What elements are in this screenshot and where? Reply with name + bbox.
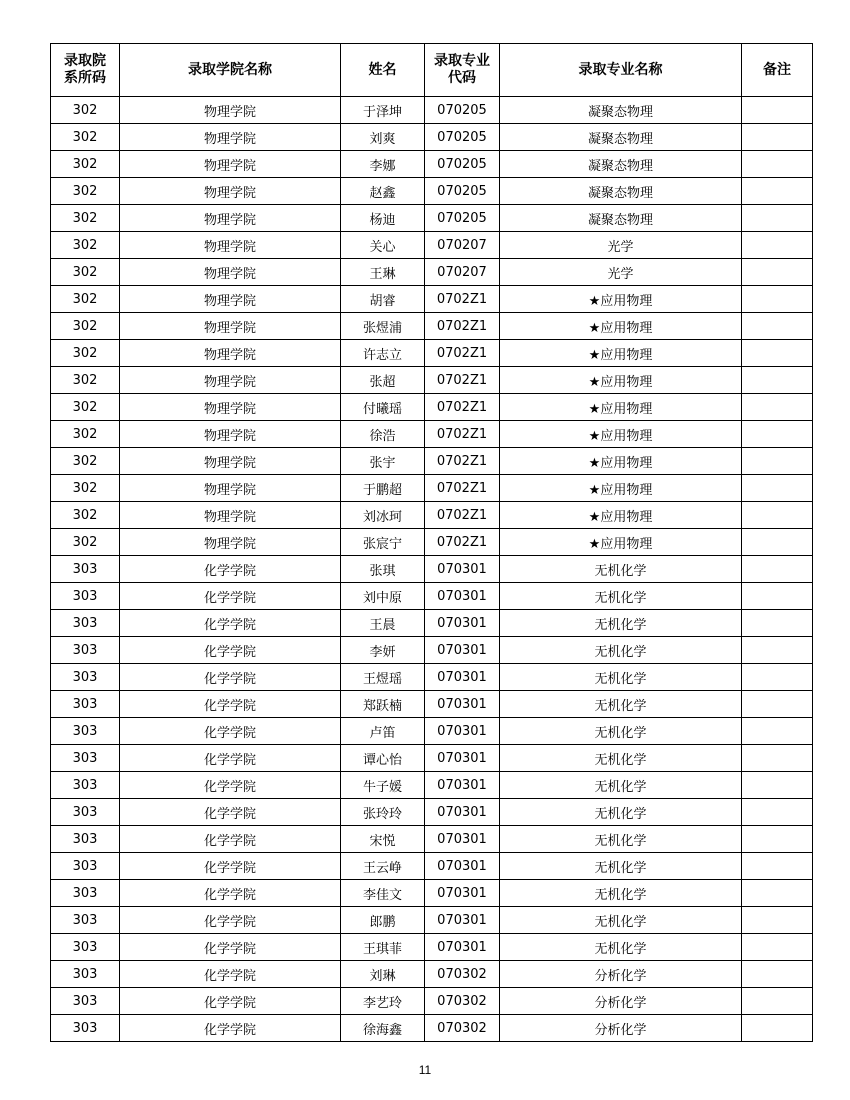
cell-major-code: 070302 [425,961,500,988]
header-dept-code-line1: 录取院 [64,53,106,69]
cell-major-name: 无机化学 [500,772,742,799]
cell-name: 李佳文 [341,880,425,907]
cell-dept-name: 物理学院 [120,313,341,340]
cell-remarks [742,340,813,367]
cell-remarks [742,934,813,961]
cell-dept-name: 化学学院 [120,664,341,691]
cell-name: 王琳 [341,259,425,286]
table-row [51,961,813,988]
cell-remarks [742,907,813,934]
cell-major-code: 070207 [425,232,500,259]
cell-remarks [742,97,813,124]
cell-remarks [742,421,813,448]
cell-name: 王晨 [341,610,425,637]
cell-major-code: 0702Z1 [425,367,500,394]
cell-major-name: 凝聚态物理 [500,97,742,124]
cell-dept-code: 302 [51,394,120,421]
cell-major-code: 070301 [425,637,500,664]
cell-major-code: 070301 [425,718,500,745]
cell-major-code: 070301 [425,799,500,826]
admission-roster-table [50,43,813,1042]
cell-remarks [742,853,813,880]
cell-major-code: 070302 [425,988,500,1015]
cell-dept-name: 化学学院 [120,691,341,718]
cell-dept-name: 物理学院 [120,367,341,394]
cell-major-code: 0702Z1 [425,421,500,448]
cell-dept-code: 303 [51,853,120,880]
cell-remarks [742,448,813,475]
cell-major-name: 凝聚态物理 [500,205,742,232]
cell-name: 郑跃楠 [341,691,425,718]
cell-major-name: ★应用物理 [500,394,742,421]
cell-major-code: 070205 [425,97,500,124]
cell-dept-name: 物理学院 [120,97,341,124]
cell-remarks [742,1015,813,1042]
cell-dept-code: 303 [51,826,120,853]
cell-dept-code: 302 [51,286,120,313]
cell-name: 牛子媛 [341,772,425,799]
cell-dept-code: 302 [51,205,120,232]
cell-remarks [742,232,813,259]
cell-major-name: 无机化学 [500,691,742,718]
cell-major-code: 070301 [425,853,500,880]
table-row [51,880,813,907]
table-body [51,97,813,1042]
cell-remarks [742,745,813,772]
cell-major-code: 0702Z1 [425,286,500,313]
cell-dept-name: 化学学院 [120,880,341,907]
cell-remarks [742,286,813,313]
cell-major-code: 070302 [425,1015,500,1042]
table-row [51,583,813,610]
cell-dept-name: 物理学院 [120,421,341,448]
cell-dept-code: 302 [51,124,120,151]
cell-remarks [742,151,813,178]
cell-major-name: 无机化学 [500,934,742,961]
cell-major-code: 070301 [425,610,500,637]
cell-major-name: 无机化学 [500,556,742,583]
cell-major-name: 光学 [500,232,742,259]
table-row [51,313,813,340]
cell-remarks [742,691,813,718]
cell-major-name: 无机化学 [500,799,742,826]
cell-name: 胡睿 [341,286,425,313]
cell-remarks [742,313,813,340]
header-dept-name: 录取学院名称 [120,44,341,97]
cell-major-name: ★应用物理 [500,313,742,340]
cell-remarks [742,772,813,799]
table-row [51,340,813,367]
cell-name: 许志立 [341,340,425,367]
cell-name: 关心 [341,232,425,259]
cell-dept-name: 化学学院 [120,988,341,1015]
cell-dept-code: 302 [51,259,120,286]
cell-dept-code: 302 [51,448,120,475]
cell-remarks [742,502,813,529]
table-row [51,1015,813,1042]
cell-dept-code: 303 [51,961,120,988]
cell-major-name: ★应用物理 [500,286,742,313]
cell-dept-code: 303 [51,988,120,1015]
cell-remarks [742,124,813,151]
table-header-row [51,44,813,97]
cell-remarks [742,583,813,610]
table-row [51,475,813,502]
table-row [51,178,813,205]
cell-name: 张琪 [341,556,425,583]
cell-major-name: ★应用物理 [500,529,742,556]
cell-dept-name: 物理学院 [120,259,341,286]
cell-dept-name: 化学学院 [120,907,341,934]
cell-major-code: 070301 [425,826,500,853]
cell-major-name: 无机化学 [500,664,742,691]
cell-major-name: 无机化学 [500,637,742,664]
cell-dept-code: 303 [51,691,120,718]
cell-name: 张宇 [341,448,425,475]
cell-dept-name: 物理学院 [120,124,341,151]
cell-name: 徐海鑫 [341,1015,425,1042]
cell-major-code: 070205 [425,205,500,232]
cell-dept-name: 化学学院 [120,799,341,826]
cell-remarks [742,556,813,583]
cell-dept-code: 302 [51,340,120,367]
cell-dept-name: 物理学院 [120,529,341,556]
cell-dept-code: 302 [51,502,120,529]
cell-dept-name: 物理学院 [120,286,341,313]
cell-major-code: 0702Z1 [425,313,500,340]
cell-name: 卢笛 [341,718,425,745]
header-major-code-line1: 录取专业 [434,53,490,69]
cell-remarks [742,529,813,556]
cell-name: 张煜浦 [341,313,425,340]
cell-major-name: 光学 [500,259,742,286]
cell-dept-code: 303 [51,1015,120,1042]
cell-major-name: ★应用物理 [500,421,742,448]
cell-major-name: 无机化学 [500,826,742,853]
cell-major-name: 凝聚态物理 [500,151,742,178]
cell-dept-name: 物理学院 [120,232,341,259]
cell-name: 于泽坤 [341,97,425,124]
cell-name: 李妍 [341,637,425,664]
cell-major-code: 0702Z1 [425,475,500,502]
cell-dept-name: 物理学院 [120,448,341,475]
cell-major-code: 070205 [425,151,500,178]
cell-dept-name: 化学学院 [120,637,341,664]
table-row [51,97,813,124]
cell-major-name: 无机化学 [500,583,742,610]
cell-remarks [742,367,813,394]
cell-major-name: 分析化学 [500,961,742,988]
cell-major-code: 070301 [425,664,500,691]
cell-major-code: 070301 [425,934,500,961]
cell-name: 刘琳 [341,961,425,988]
cell-dept-code: 303 [51,745,120,772]
cell-major-name: 无机化学 [500,610,742,637]
cell-major-name: ★应用物理 [500,367,742,394]
header-major-code [425,44,500,97]
cell-dept-code: 302 [51,529,120,556]
table-row [51,718,813,745]
cell-remarks [742,961,813,988]
cell-dept-code: 303 [51,880,120,907]
table-row [51,421,813,448]
cell-remarks [742,880,813,907]
cell-dept-code: 303 [51,799,120,826]
cell-name: 王琪菲 [341,934,425,961]
cell-remarks [742,664,813,691]
cell-major-name: 凝聚态物理 [500,124,742,151]
cell-name: 王云峥 [341,853,425,880]
cell-major-name: 无机化学 [500,907,742,934]
cell-major-name: 分析化学 [500,988,742,1015]
cell-dept-code: 302 [51,475,120,502]
table-row [51,205,813,232]
cell-dept-name: 物理学院 [120,151,341,178]
cell-major-code: 070301 [425,691,500,718]
cell-dept-name: 物理学院 [120,394,341,421]
cell-remarks [742,178,813,205]
cell-dept-name: 化学学院 [120,853,341,880]
cell-major-name: 无机化学 [500,853,742,880]
cell-major-code: 0702Z1 [425,448,500,475]
cell-dept-code: 302 [51,151,120,178]
cell-remarks [742,205,813,232]
table-row [51,745,813,772]
table-row [51,124,813,151]
cell-name: 李娜 [341,151,425,178]
cell-major-code: 0702Z1 [425,529,500,556]
header-dept-code-line2: 系所码 [64,70,106,86]
cell-remarks [742,718,813,745]
cell-dept-code: 302 [51,178,120,205]
cell-remarks [742,988,813,1015]
table-row [51,259,813,286]
cell-dept-name: 物理学院 [120,502,341,529]
cell-major-code: 070301 [425,880,500,907]
header-dept-code [51,44,120,97]
cell-dept-name: 化学学院 [120,718,341,745]
cell-dept-name: 物理学院 [120,178,341,205]
cell-remarks [742,799,813,826]
cell-name: 刘冰珂 [341,502,425,529]
cell-name: 刘中原 [341,583,425,610]
cell-name: 张超 [341,367,425,394]
cell-major-code: 0702Z1 [425,502,500,529]
cell-dept-code: 303 [51,772,120,799]
cell-major-code: 070301 [425,772,500,799]
cell-remarks [742,259,813,286]
cell-remarks [742,637,813,664]
table-row [51,367,813,394]
cell-major-name: ★应用物理 [500,340,742,367]
cell-major-code: 070301 [425,907,500,934]
table-row [51,772,813,799]
cell-major-code: 070301 [425,745,500,772]
cell-dept-code: 303 [51,556,120,583]
table-row [51,556,813,583]
cell-major-code: 070301 [425,583,500,610]
table-row [51,853,813,880]
cell-dept-name: 化学学院 [120,772,341,799]
cell-remarks [742,610,813,637]
cell-major-name: 凝聚态物理 [500,178,742,205]
cell-major-code: 070207 [425,259,500,286]
table-row [51,637,813,664]
cell-major-code: 0702Z1 [425,340,500,367]
cell-dept-code: 303 [51,583,120,610]
cell-dept-name: 化学学院 [120,583,341,610]
cell-remarks [742,826,813,853]
header-name: 姓名 [341,44,425,97]
cell-name: 张宸宁 [341,529,425,556]
cell-dept-name: 物理学院 [120,340,341,367]
table-row [51,232,813,259]
table-row [51,826,813,853]
cell-dept-code: 303 [51,610,120,637]
cell-major-code: 070205 [425,124,500,151]
cell-dept-code: 303 [51,664,120,691]
cell-major-code: 070205 [425,178,500,205]
cell-name: 于鹏超 [341,475,425,502]
cell-name: 谭心怡 [341,745,425,772]
table-row [51,394,813,421]
cell-dept-code: 302 [51,232,120,259]
cell-major-code: 070301 [425,556,500,583]
cell-remarks [742,394,813,421]
cell-dept-code: 303 [51,637,120,664]
page-number: 11 [418,1063,432,1077]
cell-name: 徐浩 [341,421,425,448]
header-major-name: 录取专业名称 [500,44,742,97]
table-row [51,934,813,961]
cell-dept-name: 化学学院 [120,556,341,583]
cell-remarks [742,475,813,502]
table-row [51,448,813,475]
table-row [51,529,813,556]
cell-name: 郎鹏 [341,907,425,934]
table-row [51,988,813,1015]
table-row [51,286,813,313]
cell-major-name: 无机化学 [500,880,742,907]
cell-dept-name: 化学学院 [120,610,341,637]
cell-dept-code: 302 [51,97,120,124]
cell-dept-code: 303 [51,718,120,745]
table-row [51,664,813,691]
cell-dept-name: 化学学院 [120,934,341,961]
cell-dept-code: 302 [51,367,120,394]
cell-name: 王煜瑶 [341,664,425,691]
cell-major-name: ★应用物理 [500,502,742,529]
cell-dept-code: 302 [51,313,120,340]
table-row [51,610,813,637]
cell-major-name: ★应用物理 [500,448,742,475]
cell-dept-code: 302 [51,421,120,448]
cell-major-code: 0702Z1 [425,394,500,421]
cell-dept-name: 化学学院 [120,961,341,988]
cell-name: 李艺玲 [341,988,425,1015]
cell-major-name: ★应用物理 [500,475,742,502]
cell-name: 杨迪 [341,205,425,232]
cell-major-name: 分析化学 [500,1015,742,1042]
cell-major-name: 无机化学 [500,718,742,745]
table-row [51,799,813,826]
cell-name: 刘爽 [341,124,425,151]
table-row [51,151,813,178]
cell-name: 付曦瑶 [341,394,425,421]
cell-dept-name: 化学学院 [120,826,341,853]
cell-dept-name: 化学学院 [120,745,341,772]
cell-dept-name: 化学学院 [120,1015,341,1042]
table-row [51,907,813,934]
cell-dept-name: 物理学院 [120,205,341,232]
table-row [51,502,813,529]
table-row [51,691,813,718]
header-remarks: 备注 [742,44,813,97]
cell-name: 赵鑫 [341,178,425,205]
cell-major-name: 无机化学 [500,745,742,772]
cell-dept-code: 303 [51,934,120,961]
header-major-code-line2: 代码 [448,70,476,86]
cell-dept-name: 物理学院 [120,475,341,502]
cell-name: 张玲玲 [341,799,425,826]
cell-dept-code: 303 [51,907,120,934]
cell-name: 宋悦 [341,826,425,853]
